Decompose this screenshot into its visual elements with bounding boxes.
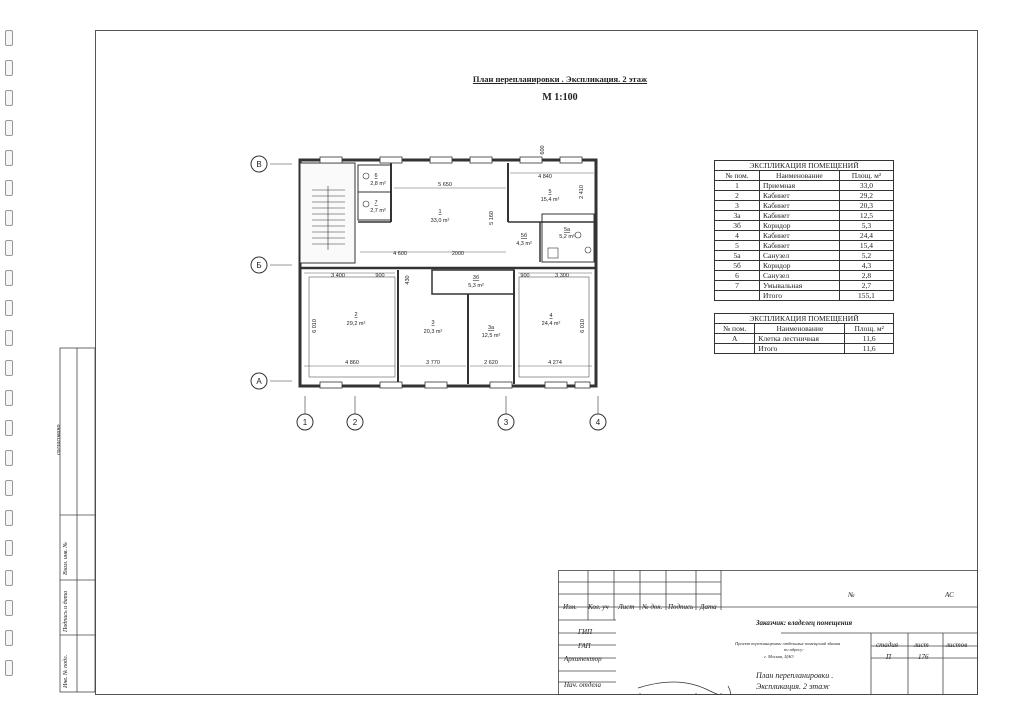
cell-area: 33,0 <box>839 181 893 191</box>
stamp-col-izm: Изм. <box>563 603 577 611</box>
room-5b-area: 4,3 m² <box>516 241 532 247</box>
stamp-role-gip: ГИП <box>578 628 593 636</box>
cell-area: 15,4 <box>839 241 893 251</box>
cell-area: 12,5 <box>839 211 893 221</box>
floor-plan <box>240 140 610 435</box>
dim-6010-right: 6 010 <box>580 319 586 333</box>
cell-area: 155,1 <box>839 291 893 301</box>
dim-3300: 3 300 <box>555 273 569 279</box>
dim-2000: 2000 <box>451 251 465 257</box>
cell-name: Санузел <box>759 271 839 281</box>
stamp-col-doc: № док. <box>642 603 663 611</box>
stamp-sheet-name-1: План перепланировки . <box>756 671 834 680</box>
cell-number: 3б <box>715 221 760 231</box>
cell-name: Кабинет <box>759 191 839 201</box>
table-row <box>715 221 894 231</box>
col-header-name: Наименование <box>759 171 839 181</box>
axis-label-4: 4 <box>595 418 601 427</box>
col-header-area: Площ. м² <box>845 324 894 334</box>
explication-table-premises <box>714 160 894 301</box>
dim-4600: 4 600 <box>393 251 407 257</box>
cell-area: 5,2 <box>839 251 893 261</box>
cell-area: 11,6 <box>845 334 894 344</box>
room-3a-area: 12,5 m² <box>481 333 501 339</box>
room-3a-number: 3а <box>487 325 495 331</box>
table-row <box>715 211 894 221</box>
stamp-role-architect: Архитектор <box>564 655 602 663</box>
side-label-inv: Взам. инв. № <box>63 541 69 575</box>
table-row <box>715 201 894 211</box>
side-label-sign-date: Подпись и дата <box>63 590 69 632</box>
cell-number: 7 <box>715 281 760 291</box>
sheet-scale: М 1:100 <box>542 92 578 103</box>
room-7-area: 2,7 m² <box>370 208 386 214</box>
cell-area: 29,2 <box>839 191 893 201</box>
room-6-number: 6 <box>374 173 378 179</box>
stamp-role-gap: ГАП <box>578 642 591 650</box>
cell-area: 4,3 <box>839 261 893 271</box>
cell-number: 3 <box>715 201 760 211</box>
stamp-stage-value: П <box>886 653 892 661</box>
dim-600: 600 <box>540 145 546 155</box>
cell-name: Клетка лестничная <box>755 334 845 344</box>
axis-label-v: В <box>256 160 262 169</box>
room-4-area: 24,4 m² <box>541 321 561 327</box>
stamp-stage-label: стадия <box>876 641 899 649</box>
cell-number: 5 <box>715 241 760 251</box>
cell-number: 6 <box>715 271 760 281</box>
dim-5650: 5 650 <box>438 182 452 188</box>
table-row <box>715 344 894 354</box>
room-3b-number: 3б <box>472 275 480 281</box>
cell-number: 1 <box>715 181 760 191</box>
cell-name: Кабинет <box>759 201 839 211</box>
cell-name: Коридор <box>759 221 839 231</box>
dim-6010-left: 6 010 <box>312 319 318 333</box>
stamp-col-sign: Подпись <box>668 603 694 611</box>
cell-number: А <box>715 334 755 344</box>
room-5-number: 5 <box>548 189 552 195</box>
cell-number: 3а <box>715 211 760 221</box>
dim-4840: 4 840 <box>538 174 552 180</box>
cell-area: 24,4 <box>839 231 893 241</box>
col-header-number: № пом. <box>715 171 760 181</box>
room-5b-number: 5б <box>520 233 528 239</box>
cell-number: 5б <box>715 261 760 271</box>
cell-number <box>715 291 760 301</box>
axis-label-b: Б <box>256 261 262 270</box>
cell-name: Умывальная <box>759 281 839 291</box>
dim-430: 430 <box>405 275 411 285</box>
col-header-number: № пом. <box>715 324 755 334</box>
stamp-role-head: Нач. отдела <box>564 681 602 689</box>
room-3b-area: 5,3 m² <box>468 283 484 289</box>
dim-2410: 2 410 <box>579 185 585 199</box>
stamp-sheet-name-2: Экспликация. 2 этаж <box>756 682 830 691</box>
table-row <box>715 241 894 251</box>
stamp-project-desc-2: по адресу: <box>784 647 804 652</box>
dim-900-right: 900 <box>520 273 530 279</box>
stamp-col-kol: Кол. уч <box>588 603 609 611</box>
dim-3770: 3 770 <box>426 360 440 366</box>
room-1-area: 33,0 m² <box>430 218 450 224</box>
explication-table-stairwell <box>714 313 894 354</box>
col-header-name: Наименование <box>755 324 845 334</box>
cell-area: 20,3 <box>839 201 893 211</box>
room-6-area: 2,8 m² <box>370 181 386 187</box>
room-5-area: 15,4 m² <box>540 197 560 203</box>
table-row <box>715 251 894 261</box>
cell-name: Кабинет <box>759 241 839 251</box>
room-5a-number: 5а <box>563 227 571 233</box>
cell-number <box>715 344 755 354</box>
table-row <box>715 271 894 281</box>
cell-number: 5а <box>715 251 760 261</box>
room-2-area: 29,2 m² <box>346 321 366 327</box>
dim-4860: 4 860 <box>345 360 359 366</box>
dim-4274: 4 274 <box>548 360 562 366</box>
sheet-title: План перепланировки . Экспликация. 2 этаж <box>472 74 648 84</box>
room-2-number: 2 <box>354 312 358 318</box>
cell-name: Кабинет <box>759 231 839 241</box>
dim-3400: 3 400 <box>331 273 345 279</box>
room-5a-area: 5,2 m² <box>559 234 575 240</box>
cell-area: 5,3 <box>839 221 893 231</box>
axis-label-1: 1 <box>302 418 308 427</box>
axis-label-3: 3 <box>503 418 509 427</box>
binding-marks <box>2 30 16 710</box>
stamp-code: АС <box>945 591 954 599</box>
stamp-project-desc-3: г. Москва, ЦАО <box>764 654 794 659</box>
table-row <box>715 261 894 271</box>
side-label-agreed: согласовано <box>56 424 62 455</box>
table-row <box>715 181 894 191</box>
stamp-sheet-label: лист <box>914 641 929 649</box>
room-1-number: 1 <box>438 209 442 215</box>
cell-name: Коридор <box>759 261 839 271</box>
cell-name: Итого <box>755 344 845 354</box>
stamp-col-date: Дата <box>700 603 717 611</box>
axis-label-2: 2 <box>352 418 358 427</box>
cell-name: Санузел <box>759 251 839 261</box>
cell-number: 4 <box>715 231 760 241</box>
room-4-number: 4 <box>549 313 553 319</box>
room-3-area: 20,3 m² <box>423 329 443 335</box>
stamp-project-desc-1: Проект перепланировки отдельных помещений здания <box>735 641 841 646</box>
side-stamp <box>50 345 96 695</box>
side-label-inv-orig: Инв. № подл. <box>63 654 69 688</box>
cell-area: 2,7 <box>839 281 893 291</box>
table-row <box>715 291 894 301</box>
cell-name: Кабинет <box>759 211 839 221</box>
table-row <box>715 231 894 241</box>
cell-area: 11,6 <box>845 344 894 354</box>
explication-title: ЭКСПЛИКАЦИЯ ПОМЕЩЕНИЙ <box>715 161 894 171</box>
dim-900-left: 900 <box>375 273 385 279</box>
table-row <box>715 334 894 344</box>
room-7-number: 7 <box>374 200 378 206</box>
explication-title: ЭКСПЛИКАЦИЯ ПОМЕЩЕНИЙ <box>715 314 894 324</box>
stamp-sheet-value: 176 <box>918 653 929 661</box>
stamp-customer: Заказчик: владелец помещения <box>756 619 853 627</box>
cell-area: 2,8 <box>839 271 893 281</box>
dim-5160: 5 160 <box>489 211 495 225</box>
cell-name: Приемная <box>759 181 839 191</box>
dim-2620: 2 620 <box>484 360 498 366</box>
stamp-col-list: Лист <box>618 603 635 611</box>
table-row <box>715 191 894 201</box>
room-3-number: 3 <box>431 320 435 326</box>
axis-label-a: А <box>256 377 262 386</box>
cell-name: Итого <box>759 291 839 301</box>
stamp-sheets-label: листов <box>946 641 968 649</box>
cell-number: 2 <box>715 191 760 201</box>
table-row <box>715 281 894 291</box>
stamp-number-label: № <box>848 591 855 599</box>
col-header-area: Площ. м² <box>839 171 893 181</box>
